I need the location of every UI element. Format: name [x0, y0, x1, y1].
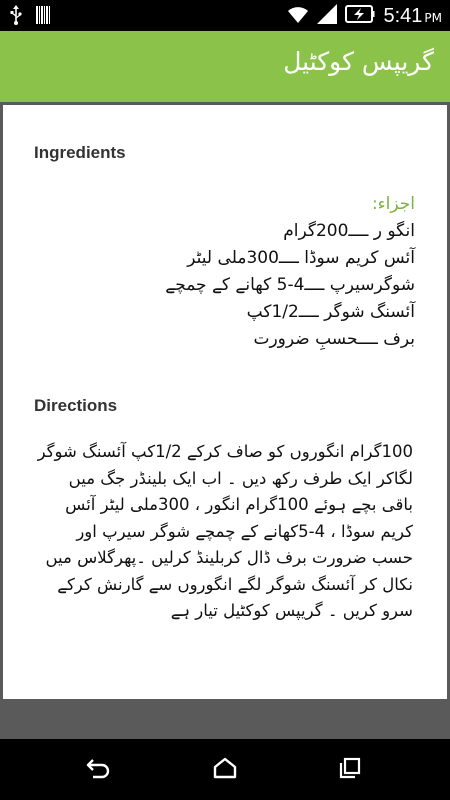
recents-button[interactable] — [330, 753, 370, 787]
app-bar — [0, 31, 450, 102]
ingredient-item: برف ــــحسبِ ضرورت — [253, 329, 415, 349]
navigation-bar — [0, 739, 450, 800]
battery-charging-icon — [345, 4, 375, 28]
clock-ampm: PM — [424, 10, 442, 25]
wifi-icon — [287, 5, 309, 27]
home-button[interactable] — [205, 753, 245, 787]
usb-icon — [10, 5, 22, 29]
clock — [383, 5, 442, 28]
ingredient-item: آئسنگ شوگر ــــ1/2کپ — [246, 302, 415, 322]
recents-icon — [338, 757, 362, 783]
directions-heading: Directions — [34, 396, 118, 415]
ingredients-label: اجزاء: — [371, 194, 415, 214]
app-bar-title: گریپس کوکٹیل — [283, 47, 434, 76]
ingredient-item: آئس کریم سوڈا ــــ300ملی لیٹر — [187, 248, 415, 268]
clock-time: 5:41 — [383, 4, 423, 27]
recipe-card — [3, 105, 447, 699]
ingredients-heading: Ingredients — [34, 143, 126, 162]
status-bar — [0, 0, 450, 31]
status-bar-left — [10, 5, 50, 29]
ingredients-list — [35, 191, 415, 353]
directions-text: 100گرام انگوروں کو صاف کرکے 1/2کپ آئسنگ شوگر لگاکر ایک طرف رکھ دیں ۔ اب ایک بلینڈر جگ میں باقی بچے ہوئے 100گرام انگور ، 300ملی لیٹر آئس کریم سوڈا ، 4-5کھانے کے چمچے شوگر سیرپ اور حسب ضرورت برف ڈال کربلینڈ کرلیں ۔پھرگلاس میں نکال کر آئسنگ شوگر لگے انگوروں سے گارنش کرکے سرو کریں ۔ گریپس کوکٹیل تیار ہے — [37, 442, 413, 620]
content-area[interactable] — [0, 102, 450, 739]
home-icon — [213, 757, 237, 783]
back-icon — [85, 757, 111, 783]
status-bar-right — [287, 4, 442, 28]
ingredient-item: انگو ر ــــ200گرام — [283, 221, 415, 241]
ingredient-item: شوگرسیرپ ــــ4-5 کھانے کے چمچے — [165, 275, 415, 295]
back-button[interactable] — [78, 753, 118, 787]
barcode-icon — [36, 6, 50, 28]
signal-icon — [317, 4, 337, 28]
